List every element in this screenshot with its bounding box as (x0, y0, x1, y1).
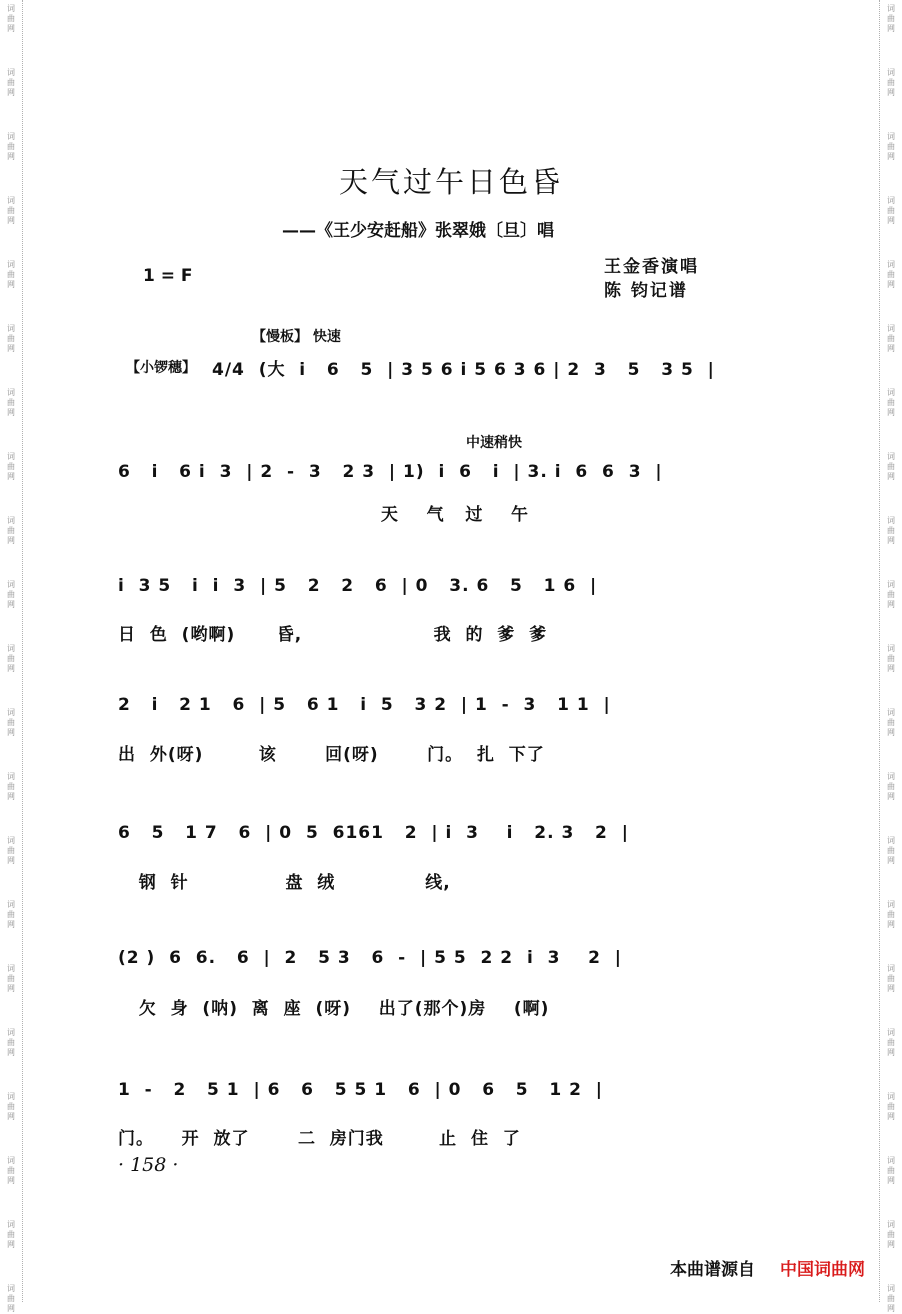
watermark-text: 词曲网 (7, 1028, 15, 1057)
tempo-mid: 中速稍快 (466, 435, 522, 451)
watermark-text: 词曲网 (7, 580, 15, 609)
lyrics-line-7: 门。 开 放了 二 房门我 止 住 了 (118, 1129, 521, 1149)
watermark-text: 词曲网 (7, 260, 15, 289)
footer-source-label: 本曲谱源自 (670, 1260, 755, 1280)
watermark-text: 词曲网 (887, 1028, 895, 1057)
page-number: · 158 · (118, 1154, 179, 1176)
watermark-text: 词曲网 (7, 836, 15, 865)
watermark-text: 词曲网 (7, 452, 15, 481)
notation-line-1: 4/4 (大 i 6 5 | 3 5 6 i 5 6 3 6 | 2 3 5 3 5 | (212, 360, 715, 380)
footer-site-link[interactable]: 中国词曲网 (780, 1260, 865, 1280)
lyrics-line-6: 欠 身 (呐) 离 座 (呀) 出了(那个)房 (啊) (118, 999, 550, 1019)
notation-line-7: 1 - 2 5 1 | 6 6 5 5 1 6 | 0 6 5 1 2 | (118, 1080, 604, 1100)
watermark-text: 词曲网 (7, 196, 15, 225)
watermark-text: 词曲网 (887, 516, 895, 545)
watermark-text: 词曲网 (7, 132, 15, 161)
percussion-mark: 【小锣穗】 (126, 360, 196, 376)
watermark-text: 词曲网 (887, 196, 895, 225)
watermark-text: 词曲网 (887, 452, 895, 481)
watermark-text: 词曲网 (7, 324, 15, 353)
notation-line-5: 6 5 1 7 6 | 0 5 6161 2 | i 3 i 2. 3 2 | (118, 823, 629, 843)
watermark-text: 词曲网 (887, 1156, 895, 1185)
watermark-text: 词曲网 (887, 772, 895, 801)
watermark-text: 词曲网 (7, 900, 15, 929)
watermark-text: 词曲网 (7, 516, 15, 545)
watermark-text: 词曲网 (887, 260, 895, 289)
watermark-text: 词曲网 (7, 68, 15, 97)
watermark-text: 词曲网 (887, 708, 895, 737)
watermark-text: 词曲网 (7, 1156, 15, 1185)
notation-line-6: (2 ) 6 6. 6 | 2 5 3 6 - | 5 5 2 2 i 3 2 | (118, 948, 623, 968)
watermark-text: 词曲网 (7, 772, 15, 801)
notation-credit: 陈 钧记谱 (604, 281, 688, 301)
watermark-text: 词曲网 (887, 580, 895, 609)
watermark-text: 词曲网 (887, 1284, 895, 1313)
watermark-text: 词曲网 (887, 4, 895, 33)
watermark-text: 词曲网 (7, 1092, 15, 1121)
song-subtitle: ——《王少安赶船》张翠娥〔旦〕唱 (282, 221, 554, 241)
watermark-text: 词曲网 (887, 1092, 895, 1121)
watermark-text: 词曲网 (887, 68, 895, 97)
watermark-text: 词曲网 (7, 708, 15, 737)
watermark-text: 词曲网 (7, 4, 15, 33)
watermark-text: 词曲网 (887, 836, 895, 865)
watermark-text: 词曲网 (7, 388, 15, 417)
watermark-text: 词曲网 (7, 964, 15, 993)
lyrics-line-4: 出 外(呀) 该 回(呀) 门。 扎 下了 (118, 745, 545, 765)
song-title: 天气过午日色昏 (338, 165, 563, 199)
watermark-text: 词曲网 (887, 388, 895, 417)
lyrics-line-5: 钢 针 盘 绒 线, (118, 873, 451, 893)
performer-credit: 王金香演唱 (604, 257, 699, 277)
notation-line-2: 6 i 6 i 3 | 2 - 3 2 3 | 1) i 6 i | 3. i 6 6 3 | (118, 462, 663, 482)
watermark-text: 词曲网 (7, 1284, 15, 1313)
watermark-text: 词曲网 (887, 1220, 895, 1249)
watermark-text: 词曲网 (887, 964, 895, 993)
key-signature: 1 = F (143, 266, 193, 286)
lyrics-line-2: 天 气 过 午 (118, 505, 530, 525)
watermark-text: 词曲网 (887, 132, 895, 161)
tempo-intro: 【慢板】 快速 (252, 329, 341, 345)
notation-line-3: i 3 5 i i 3 | 5 2 2 6 | 0 3. 6 5 1 6 | (118, 576, 598, 596)
watermark-text: 词曲网 (7, 1220, 15, 1249)
watermark-text: 词曲网 (887, 900, 895, 929)
watermark-text: 词曲网 (887, 324, 895, 353)
watermark-text: 词曲网 (887, 644, 895, 673)
lyrics-line-3: 日 色 (哟啊) 昏, 我 的 爹 爹 (118, 625, 548, 645)
notation-line-4: 2 i 2 1 6 | 5 6 1 i 5 3 2 | 1 - 3 1 1 | (118, 695, 611, 715)
watermark-text: 词曲网 (7, 644, 15, 673)
